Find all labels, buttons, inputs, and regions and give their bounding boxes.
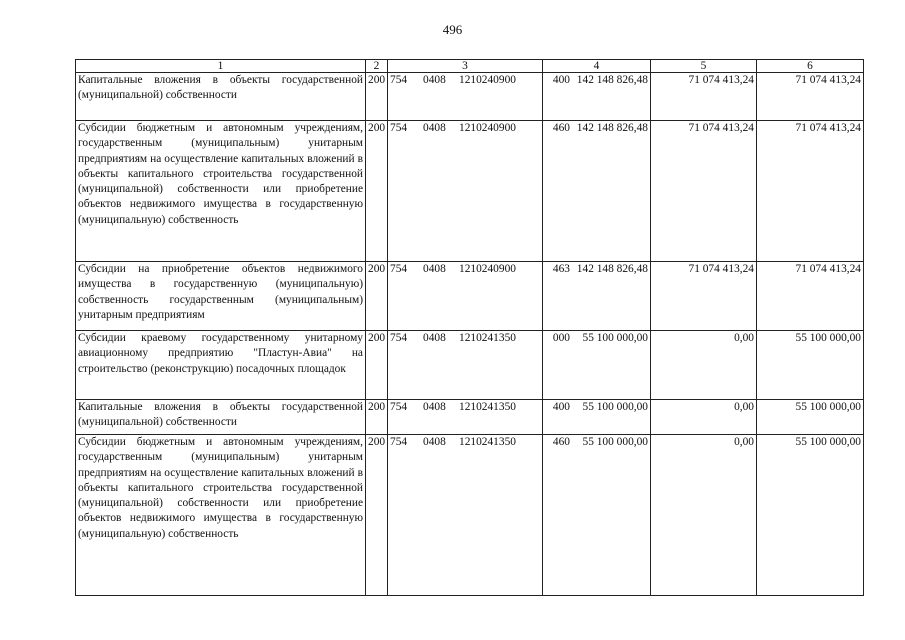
row-col6: 71 074 413,24 — [757, 262, 864, 331]
row-budget-code — [388, 262, 570, 331]
header-col-6: 6 — [757, 60, 864, 73]
code-tselevaya: 1210241350 — [459, 401, 516, 413]
code-tselevaya: 1210240900 — [459, 122, 516, 134]
header-col-5: 5 — [651, 60, 757, 73]
table-row — [76, 400, 864, 435]
row-col5: 71 074 413,24 — [651, 121, 757, 262]
code-vedomstvo: 754 — [390, 263, 408, 275]
row-col2: 200 — [366, 73, 388, 121]
code-vid: 463 — [552, 263, 570, 275]
code-razdel: 0408 — [423, 436, 446, 448]
row-col2: 200 — [366, 121, 388, 262]
row-col5: 71 074 413,24 — [651, 262, 757, 331]
code-vedomstvo: 754 — [390, 332, 408, 344]
table-row — [76, 435, 864, 596]
row-col6: 55 100 000,00 — [757, 435, 864, 596]
code-tselevaya: 1210241350 — [459, 436, 516, 448]
row-col5: 0,00 — [651, 331, 757, 400]
code-razdel: 0408 — [423, 263, 446, 275]
code-tselevaya: 1210240900 — [459, 74, 516, 86]
row-col4: 142 148 826,48 — [543, 262, 651, 331]
code-tselevaya: 1210241350 — [459, 332, 516, 344]
row-col4: 55 100 000,00 — [543, 400, 651, 435]
row-col6: 55 100 000,00 — [757, 400, 864, 435]
code-razdel: 0408 — [423, 74, 446, 86]
row-col2: 200 — [366, 400, 388, 435]
row-name: Капитальные вложения в объекты государственной (муниципальной) собственности — [76, 400, 366, 435]
row-budget-code — [388, 331, 570, 400]
table-row — [76, 121, 864, 262]
code-vid: 400 — [552, 401, 570, 413]
row-col2: 200 — [366, 331, 388, 400]
row-col6: 71 074 413,24 — [757, 121, 864, 262]
code-vid: 000 — [552, 332, 570, 344]
row-col2: 200 — [366, 435, 388, 596]
header-col-3: 3 — [388, 60, 543, 73]
row-col6: 55 100 000,00 — [757, 331, 864, 400]
page-number: 496 — [442, 22, 463, 37]
row-budget-code — [388, 435, 570, 596]
row-col4: 142 148 826,48 — [543, 121, 651, 262]
header-col-4: 4 — [543, 60, 651, 73]
row-name: Субсидии на приобретение объектов недвижимого имущества в государственную (муниципальную) собственность государственным (муниципальным) унитарным предприятиям — [76, 262, 366, 331]
table-row — [76, 331, 864, 400]
row-col6: 71 074 413,24 — [757, 73, 864, 121]
row-col4: 55 100 000,00 — [543, 435, 651, 596]
row-col4: 142 148 826,48 — [543, 73, 651, 121]
row-name: Субсидии бюджетным и автономным учреждениям, государственным (муниципальным) унитарным предприятиям на осуществление капитальных вложений в объекты капитального строительства государственной (муниципальной) собственности или приобретение объектов недвижимого имущества в государственную (муниципальную) собственность — [76, 435, 366, 596]
code-razdel: 0408 — [423, 122, 446, 134]
row-col5: 0,00 — [651, 400, 757, 435]
code-vedomstvo: 754 — [390, 74, 408, 86]
row-name: Субсидии бюджетным и автономным учреждениям, государственным (муниципальным) унитарным предприятиям на осуществление капитальных вложений в объекты капитального строительства государственной (муниципальной) собственности или приобретение объектов недвижимого имущества в государственную (муниципальную) собственность — [76, 121, 366, 262]
code-tselevaya: 1210240900 — [459, 263, 516, 275]
row-budget-code — [388, 400, 570, 435]
row-col5: 71 074 413,24 — [651, 73, 757, 121]
code-vid: 460 — [552, 436, 570, 448]
header-col-2: 2 — [366, 60, 388, 73]
row-budget-code — [388, 121, 570, 262]
row-name: Субсидии краевому государственному унитарному авиационному предприятию "Пластун-Авиа" на строительство (реконструкцию) посадочных площадок — [76, 331, 366, 400]
row-name: Капитальные вложения в объекты государственной (муниципальной) собственности — [76, 73, 366, 121]
row-col5: 0,00 — [651, 435, 757, 596]
table-row — [76, 262, 864, 331]
code-vedomstvo: 754 — [390, 401, 408, 413]
code-vid: 460 — [552, 122, 570, 134]
budget-table — [75, 59, 864, 596]
code-vid: 400 — [552, 74, 570, 86]
code-razdel: 0408 — [423, 332, 446, 344]
row-col4: 55 100 000,00 — [543, 331, 651, 400]
table-header-row — [76, 60, 864, 73]
code-vedomstvo: 754 — [390, 436, 408, 448]
code-razdel: 0408 — [423, 401, 446, 413]
header-col-1: 1 — [76, 60, 366, 73]
table-row — [76, 73, 864, 121]
row-budget-code — [388, 73, 570, 121]
row-col2: 200 — [366, 262, 388, 331]
code-vedomstvo: 754 — [390, 122, 408, 134]
